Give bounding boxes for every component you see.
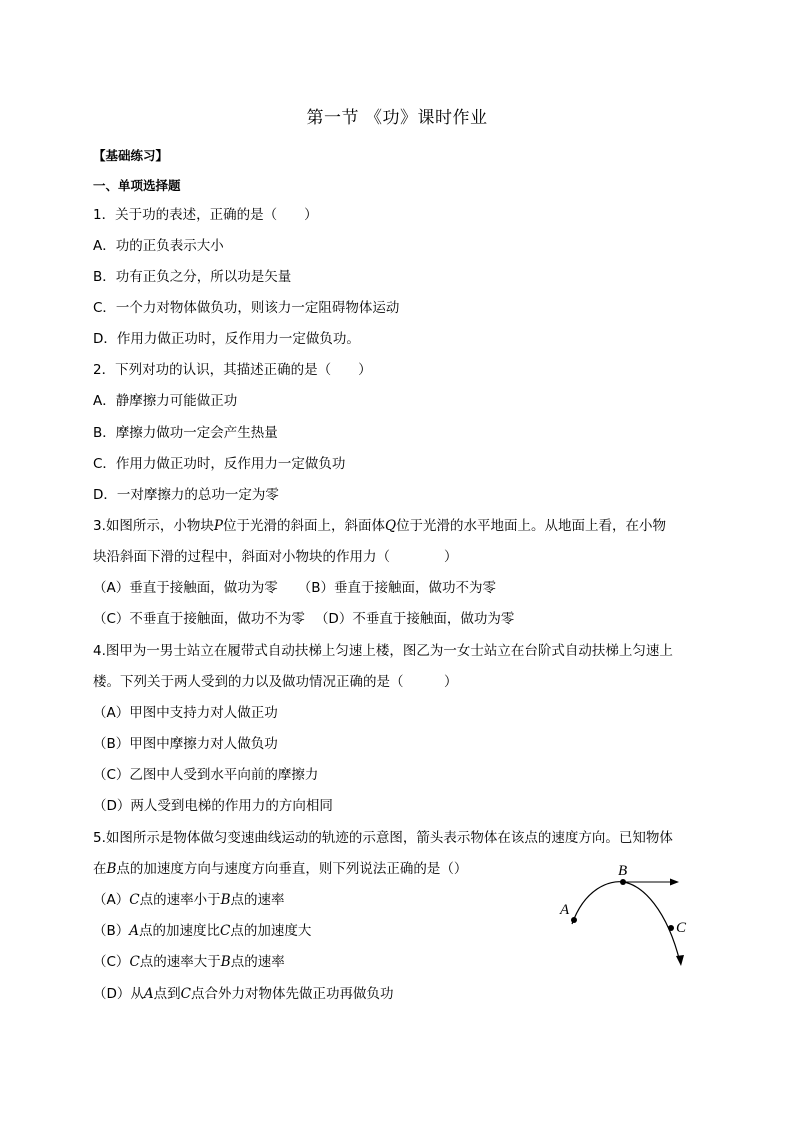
trajectory-figure <box>555 860 695 972</box>
q2-stem: 2．下列对功的认识，其描述正确的是（ ） <box>93 362 372 378</box>
var: B <box>220 954 231 970</box>
option-text: 点合外力对物体先做正功再做负功 <box>191 986 394 1002</box>
q1-option-c: C．一个力对物体做负功，则该力一定阻碍物体运动 <box>93 300 400 316</box>
point-c <box>668 925 674 931</box>
subsection-heading: 一、单项选择题 <box>93 178 181 193</box>
q5-option-c <box>93 952 285 972</box>
q4-option-c: （C）乙图中人受到水平向前的摩擦力 <box>93 767 319 783</box>
q3-var-q: Q <box>384 518 397 534</box>
q2-option-b: B．摩擦力做功一定会产生热量 <box>93 425 278 441</box>
q5-stem-text: 在 <box>93 861 107 877</box>
label-c: C <box>676 920 687 936</box>
q3-stem-text: 位于光滑的斜面上，斜面体 <box>222 518 385 534</box>
q5-stem-line-2 <box>93 859 467 879</box>
option-text: 点的速率 <box>230 954 285 970</box>
q5-option-b <box>93 921 311 941</box>
q3-option-d: （D）不垂直于接触面，做功为零 <box>314 611 515 627</box>
q5-option-d <box>93 984 394 1004</box>
section-heading: 【基础练习】 <box>93 148 169 163</box>
var: A <box>143 986 154 1002</box>
option-text: 点的加速度比 <box>139 923 221 939</box>
label-a: A <box>560 902 570 918</box>
var: B <box>220 892 231 908</box>
option-text: 点的速率大于 <box>139 954 221 970</box>
q4-option-b: （B）甲图中摩擦力对人做负功 <box>93 736 278 752</box>
q2-option-d: D．一对摩擦力的总功一定为零 <box>93 487 279 503</box>
point-b <box>620 879 626 885</box>
q2-option-a: A．静摩擦力可能做正功 <box>93 393 238 409</box>
q1-option-a: A．功的正负表示大小 <box>93 238 224 254</box>
q5-stem-text: 点的加速度方向与速度方向垂直，则下列说法正确的是（） <box>116 861 468 877</box>
q3-stem-text: 3.如图所示，小物块 <box>93 518 214 534</box>
var: A <box>129 923 140 939</box>
var: C <box>129 954 140 970</box>
option-text: 点到 <box>153 986 181 1002</box>
option-text: 点的速率小于 <box>139 892 221 908</box>
q5-option-a <box>93 890 285 910</box>
q3-options-row-1 <box>93 578 496 598</box>
q2-option-c: C．作用力做正功时，反作用力一定做负功 <box>93 456 346 472</box>
option-text: 点的速率 <box>230 892 285 908</box>
option-text: 点的加速度大 <box>230 923 312 939</box>
q4-option-d: （D）两人受到电梯的作用力的方向相同 <box>93 798 333 814</box>
q4-stem-line-1: 4.图甲为一男士站立在履带式自动扶梯上匀速上楼，图乙为一女士站立在台阶式自动扶梯上匀速上 <box>93 643 673 659</box>
option-prefix: （A） <box>93 892 130 908</box>
q1-option-b: B．功有正负之分，所以功是矢量 <box>93 269 292 285</box>
var: C <box>129 892 140 908</box>
q4-option-a: （A）甲图中支持力对人做正功 <box>93 705 278 721</box>
option-prefix: （B） <box>93 923 130 939</box>
q3-var-p: P <box>213 518 223 534</box>
q5-stem-line-1: 5.如图所示是物体做匀变速曲线运动的轨迹的示意图，箭头表示物体在该点的速度方向。已知物体 <box>93 830 673 846</box>
arrowhead-end <box>676 955 684 966</box>
q3-option-a: （A）垂直于接触面，做功为零 <box>93 580 278 596</box>
q3-options-row-2 <box>93 609 514 629</box>
var: C <box>220 923 231 939</box>
option-prefix: （D）从 <box>93 986 144 1002</box>
q1-stem: 1．关于功的表述，正确的是（ ） <box>93 207 318 223</box>
q1-option-d: D．作用力做正功时，反作用力一定做负功。 <box>93 331 360 347</box>
page-title: 第一节 《功》课时作业 <box>306 108 488 128</box>
q4-stem-line-2: 楼。下列关于两人受到的力以及做功情况正确的是（ ） <box>93 674 458 690</box>
q5-var-b: B <box>106 861 117 877</box>
var: C <box>180 986 191 1002</box>
q3-stem-line-2: 块沿斜面下滑的过程中，斜面对小物块的作用力（ ） <box>93 549 458 565</box>
option-prefix: （C） <box>93 954 130 970</box>
trajectory-curve <box>572 882 680 962</box>
arrowhead-b <box>670 879 679 886</box>
q3-stem-line-1 <box>93 516 666 536</box>
q3-stem-text: 位于光滑的水平地面上。从地面上看，在小物 <box>396 518 667 534</box>
q3-option-b: （B）垂直于接触面，做功不为零 <box>297 580 497 596</box>
point-a <box>571 917 577 923</box>
q3-option-c: （C）不垂直于接触面，做功不为零 <box>93 611 305 627</box>
label-b: B <box>618 863 628 879</box>
